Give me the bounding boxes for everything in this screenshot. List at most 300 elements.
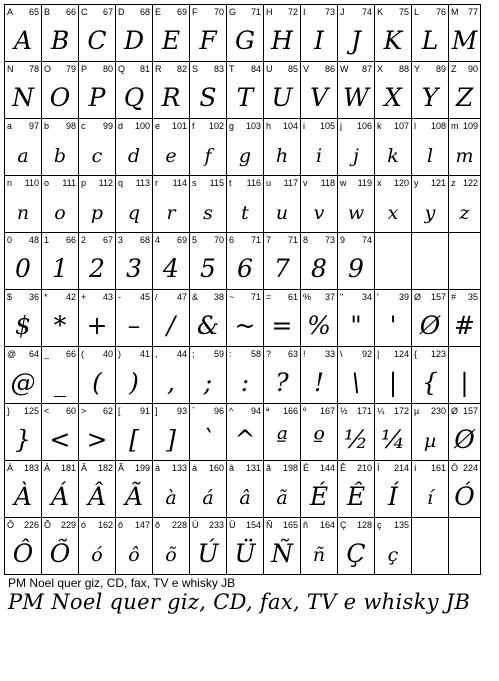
glyph-cell (375, 176, 412, 233)
glyph-label (229, 7, 261, 18)
glyph-sample: Ã (124, 481, 144, 511)
glyph-cell (153, 62, 190, 119)
glyph-sample: µ (423, 429, 437, 452)
glyph-code: 45 (139, 292, 150, 302)
glyph-character-label: % (303, 292, 312, 302)
glyph-row (5, 5, 481, 62)
glyph-code: 75 (398, 7, 409, 17)
glyph-cell (153, 518, 190, 575)
glyph-label (340, 406, 372, 417)
glyph-character-label: M (451, 7, 459, 17)
glyph-sample: 4 (163, 253, 179, 283)
glyph-character-label: / (155, 292, 158, 302)
glyph-sample: B (50, 25, 70, 55)
glyph-code: 59 (213, 349, 224, 359)
glyph-sample: h (275, 144, 289, 167)
glyph-cell (412, 233, 449, 290)
glyph-sample: ó (91, 543, 103, 566)
glyph-label (377, 235, 409, 246)
glyph-sample: y (424, 201, 436, 224)
glyph-character-label: E (155, 7, 162, 17)
glyph-cell (79, 62, 116, 119)
glyph-cell (79, 233, 116, 290)
glyph-cell (449, 5, 481, 62)
glyph-cell (153, 290, 190, 347)
glyph-cell (264, 518, 301, 575)
glyph-label (266, 178, 298, 189)
glyph-code: 89 (435, 64, 446, 74)
glyph-label (414, 235, 446, 246)
glyph-sample: ½ (343, 424, 369, 454)
glyph-label (118, 178, 150, 189)
glyph-cell (449, 461, 481, 518)
glyph-code: 61 (287, 292, 298, 302)
glyph-sample: ] (166, 424, 176, 454)
glyph-cell (5, 518, 42, 575)
glyph-cell (153, 461, 190, 518)
glyph-character-label: \ (340, 349, 343, 359)
glyph-character-label: # (451, 292, 457, 302)
glyph-cell (264, 5, 301, 62)
glyph-label (451, 292, 478, 303)
glyph-label (118, 292, 150, 303)
glyph-character-label: Â (81, 463, 88, 473)
glyph-label (81, 349, 113, 360)
glyph-cell (42, 461, 79, 518)
glyph-character-label: 3 (118, 235, 124, 245)
glyph-label (414, 7, 446, 18)
glyph-code: 96 (213, 406, 224, 416)
glyph-character-label: ] (155, 406, 158, 416)
glyph-code: 199 (134, 463, 150, 473)
glyph-cell (338, 461, 375, 518)
glyph-cell (375, 518, 412, 575)
glyph-character-label: d (118, 121, 124, 131)
glyph-label (81, 64, 113, 75)
glyph-cell (375, 5, 412, 62)
glyph-character-label: g (229, 121, 235, 131)
glyph-code: 119 (357, 178, 372, 188)
glyph-character-label: t (229, 178, 232, 188)
glyph-cell (264, 404, 301, 461)
glyph-character-label: > (81, 406, 87, 416)
glyph-label (155, 349, 187, 360)
glyph-sample: 5 (200, 253, 216, 283)
glyph-cell (5, 461, 42, 518)
glyph-sample: M (451, 25, 478, 55)
glyph-label (451, 463, 478, 474)
glyph-cell (79, 5, 116, 62)
glyph-sample: º (313, 424, 325, 454)
glyph-sample: , (167, 367, 175, 397)
glyph-sample: C (87, 25, 107, 55)
glyph-character-label: F (192, 7, 198, 17)
glyph-code: 37 (324, 292, 335, 302)
glyph-character-label: Ã (118, 463, 125, 473)
glyph-character-label: ½ (340, 406, 348, 416)
glyph-character-label: k (377, 121, 382, 131)
glyph-cell (338, 290, 375, 347)
glyph-code: 97 (28, 121, 39, 131)
glyph-label (7, 463, 39, 474)
glyph-label (44, 121, 76, 132)
glyph-code: 73 (324, 235, 335, 245)
glyph-row (5, 290, 481, 347)
glyph-code: 82 (176, 64, 187, 74)
glyph-code: 110 (24, 178, 39, 188)
glyph-character-label: b (44, 121, 50, 131)
glyph-label (81, 178, 113, 189)
glyph-cell (264, 290, 301, 347)
glyph-label (81, 235, 113, 246)
glyph-cell (42, 5, 79, 62)
glyph-character-label: G (229, 7, 237, 17)
glyph-character-label: x (377, 178, 382, 188)
glyph-sample: I (314, 25, 324, 55)
glyph-character-label: = (266, 292, 272, 302)
glyph-label (229, 235, 261, 246)
glyph-character-label: Ç (340, 520, 347, 530)
glyph-sample: ) (129, 367, 139, 397)
glyph-row (5, 62, 481, 119)
glyph-code: 214 (393, 463, 409, 473)
glyph-character-label: L (414, 7, 420, 17)
glyph-cell (190, 119, 227, 176)
glyph-cell (338, 119, 375, 176)
glyph-sample: ! (313, 367, 325, 397)
glyph-label (118, 7, 150, 18)
glyph-sample: [ (129, 424, 139, 454)
glyph-code: 43 (102, 292, 113, 302)
glyph-code: 72 (287, 7, 298, 17)
glyph-code: 90 (467, 64, 478, 74)
glyph-label (414, 121, 446, 132)
glyph-code: 70 (213, 7, 224, 17)
glyph-character-label: ( (81, 349, 84, 359)
glyph-code: 118 (320, 178, 335, 188)
glyph-sample: s (203, 201, 213, 224)
glyph-code: 66 (65, 349, 76, 359)
glyph-sample: | (388, 367, 398, 397)
glyph-character-label: á (192, 463, 198, 473)
glyph-code: 71 (287, 235, 298, 245)
glyph-sample: & (196, 310, 220, 340)
glyph-code: 164 (319, 520, 335, 530)
glyph-sample: J (350, 25, 362, 55)
glyph-label (118, 349, 150, 360)
glyph-character-label: Ô (7, 520, 15, 530)
glyph-code: 62 (102, 406, 113, 416)
glyph-character-label: s (192, 178, 197, 188)
glyph-character-label: & (192, 292, 199, 302)
glyph-label (192, 520, 224, 531)
glyph-label (451, 406, 478, 417)
glyph-code: 71 (250, 7, 261, 17)
glyph-code: 58 (250, 349, 261, 359)
glyph-character-label: y (414, 178, 419, 188)
glyph-cell (412, 404, 449, 461)
glyph-label (266, 235, 298, 246)
glyph-character-label: ^ (229, 406, 234, 416)
glyph-label (377, 406, 409, 417)
glyph-label (377, 7, 409, 18)
glyph-label (377, 520, 409, 531)
glyph-code: 131 (245, 463, 261, 473)
glyph-character-label: T (229, 64, 235, 74)
glyph-character-label: S (192, 64, 199, 74)
glyph-character-label: + (81, 292, 87, 302)
glyph-label (451, 64, 478, 75)
glyph-sample: ? (275, 367, 289, 397)
glyph-character-label: m (451, 121, 459, 131)
glyph-label (266, 121, 298, 132)
glyph-cell (412, 290, 449, 347)
glyph-cell (42, 176, 79, 233)
glyph-sample: v (313, 201, 325, 224)
glyph-code: 34 (361, 292, 372, 302)
glyph-code: 71 (250, 292, 261, 302)
glyph-character-label: O (44, 64, 52, 74)
glyph-character-label: " (340, 292, 344, 302)
glyph-row (5, 461, 481, 518)
glyph-cell (301, 347, 338, 404)
glyph-cell (301, 5, 338, 62)
glyph-cell (338, 5, 375, 62)
glyph-code: 100 (134, 121, 150, 131)
glyph-cell (375, 233, 412, 290)
glyph-cell (79, 461, 116, 518)
glyph-character-label: P (81, 64, 88, 74)
glyph-label (414, 178, 446, 189)
glyph-code: 74 (361, 235, 372, 245)
glyph-sample: a (17, 144, 29, 167)
glyph-code: 147 (134, 520, 150, 530)
glyph-character-label: q (118, 178, 124, 188)
glyph-label (155, 292, 187, 303)
glyph-label (7, 178, 39, 189)
glyph-label (266, 406, 298, 417)
glyph-code: 86 (324, 64, 335, 74)
glyph-code: 161 (430, 463, 446, 473)
glyph-cell (412, 347, 449, 404)
glyph-code: 42 (65, 292, 76, 302)
glyph-character-label: µ (414, 406, 420, 416)
glyph-cell (153, 176, 190, 233)
glyph-label (155, 121, 187, 132)
glyph-cell (42, 290, 79, 347)
glyph-cell (116, 404, 153, 461)
glyph-sample: n (16, 201, 30, 224)
glyph-cell (42, 119, 79, 176)
glyph-label (192, 235, 224, 246)
glyph-sample: A (13, 25, 33, 55)
glyph-sample: – (127, 310, 141, 340)
glyph-sample: S (199, 82, 217, 112)
glyph-code: 73 (324, 7, 335, 17)
glyph-character-label: R (155, 64, 162, 74)
glyph-character-label: ª (266, 406, 270, 416)
glyph-sample: x (387, 201, 399, 224)
glyph-sample: d (127, 144, 141, 167)
glyph-label (340, 520, 372, 531)
glyph-sample: m (455, 144, 474, 167)
glyph-code: 160 (208, 463, 224, 473)
glyph-sample: ¼ (380, 424, 406, 454)
glyph-code: 69 (176, 235, 187, 245)
glyph-cell (153, 404, 190, 461)
glyph-code: 108 (430, 121, 446, 131)
glyph-sample: 6 (237, 253, 253, 283)
glyph-label (7, 64, 39, 75)
glyph-cell (449, 176, 481, 233)
glyph-character-label: p (81, 178, 87, 188)
glyph-character-label: ô (118, 520, 124, 530)
glyph-code: 109 (462, 121, 478, 131)
glyph-sample: c (91, 144, 103, 167)
glyph-label (118, 235, 150, 246)
glyph-code: 113 (135, 178, 150, 188)
glyph-cell (375, 461, 412, 518)
glyph-label (7, 406, 39, 417)
glyph-cell (449, 62, 481, 119)
glyph-character-label: r (155, 178, 158, 188)
glyph-label (303, 178, 335, 189)
glyph-cell (5, 62, 42, 119)
glyph-sample: { (422, 367, 438, 397)
glyph-code: 105 (319, 121, 335, 131)
glyph-character-label: ' (377, 292, 379, 302)
glyph-sample: q (127, 201, 141, 224)
glyph-label (7, 7, 39, 18)
glyph-character-label: z (451, 178, 456, 188)
glyph-cell (42, 233, 79, 290)
glyph-code: 85 (287, 64, 298, 74)
glyph-character-label: Á (44, 463, 51, 473)
glyph-character-label: @ (7, 349, 17, 359)
glyph-code: 99 (102, 121, 113, 131)
glyph-character-label: B (44, 7, 51, 17)
glyph-code: 167 (319, 406, 335, 416)
glyph-cell (190, 233, 227, 290)
glyph-character-label: U (266, 64, 273, 74)
glyph-character-label: { (414, 349, 418, 359)
glyph-code: 67 (102, 235, 113, 245)
glyph-label (451, 520, 478, 531)
glyph-sample: Ø (419, 310, 441, 340)
glyph-sample: X (384, 82, 402, 112)
glyph-row (5, 518, 481, 575)
glyph-label (81, 7, 113, 18)
glyph-code: 114 (172, 178, 187, 188)
glyph-cell (375, 62, 412, 119)
glyph-row (5, 176, 481, 233)
glyph-sample: } (15, 424, 31, 454)
glyph-sample: Í (388, 481, 398, 511)
glyph-code: 111 (62, 178, 76, 188)
glyph-code: 124 (393, 349, 409, 359)
glyph-cell (5, 119, 42, 176)
glyph-character-label: c (81, 121, 86, 131)
glyph-cell (5, 404, 42, 461)
glyph-label (414, 406, 446, 417)
glyph-sample: Ü (234, 538, 256, 568)
glyph-character-label: 8 (303, 235, 309, 245)
glyph-sample: O (49, 82, 71, 112)
glyph-sample: r (166, 201, 176, 224)
glyph-cell (301, 461, 338, 518)
glyph-label (44, 292, 76, 303)
glyph-label (303, 7, 335, 18)
glyph-cell (42, 518, 79, 575)
glyph-cell (190, 5, 227, 62)
glyph-code: 38 (213, 292, 224, 302)
character-map-grid (4, 4, 481, 575)
glyph-sample: ` (201, 424, 215, 454)
glyph-character-label: ñ (303, 520, 309, 530)
glyph-sample: 0 (15, 253, 31, 283)
glyph-sample: ; (203, 367, 213, 397)
glyph-code: 47 (176, 292, 187, 302)
glyph-character-label: õ (155, 520, 161, 530)
glyph-character-label: n (7, 178, 13, 188)
glyph-cell (116, 347, 153, 404)
glyph-cell (153, 233, 190, 290)
glyph-label (81, 292, 113, 303)
glyph-character-label: 9 (340, 235, 346, 245)
glyph-sample: T (236, 82, 254, 112)
glyph-cell (79, 518, 116, 575)
glyph-sample: l (426, 144, 434, 167)
glyph-character-label: ) (118, 349, 121, 359)
glyph-cell (227, 5, 264, 62)
glyph-sample: F (199, 25, 217, 55)
glyph-sample: D (123, 25, 145, 55)
glyph-label (192, 463, 224, 474)
sample-text-script: PM Noel quer giz, CD, fax, TV e whisky JB (8, 590, 471, 614)
glyph-code: 68 (139, 7, 150, 17)
glyph-character-label: v (303, 178, 308, 188)
glyph-label (155, 406, 187, 417)
glyph-code: 133 (171, 463, 187, 473)
glyph-character-label: Z (451, 64, 457, 74)
glyph-cell (116, 518, 153, 575)
glyph-code: 84 (250, 64, 261, 74)
glyph-sample: 1 (52, 253, 68, 283)
glyph-code: 67 (102, 7, 113, 17)
glyph-label (266, 463, 298, 474)
glyph-cell (449, 290, 481, 347)
glyph-label (414, 292, 446, 303)
glyph-sample: Q (123, 82, 145, 112)
glyph-code: 165 (282, 520, 298, 530)
glyph-sample: á (202, 486, 214, 509)
glyph-character-label: l (414, 121, 416, 131)
glyph-character-label: Q (118, 64, 126, 74)
glyph-cell (301, 233, 338, 290)
glyph-label (192, 292, 224, 303)
glyph-code: 101 (171, 121, 187, 131)
glyph-sample: V (309, 82, 329, 112)
glyph-cell (227, 461, 264, 518)
glyph-character-label: ã (266, 463, 272, 473)
glyph-code: 157 (462, 406, 478, 416)
glyph-sample: ã (276, 486, 288, 509)
glyph-label (377, 349, 409, 360)
glyph-code: 144 (319, 463, 335, 473)
glyph-code: 224 (462, 463, 478, 473)
glyph-label (414, 349, 446, 360)
glyph-sample: @ (10, 367, 36, 397)
